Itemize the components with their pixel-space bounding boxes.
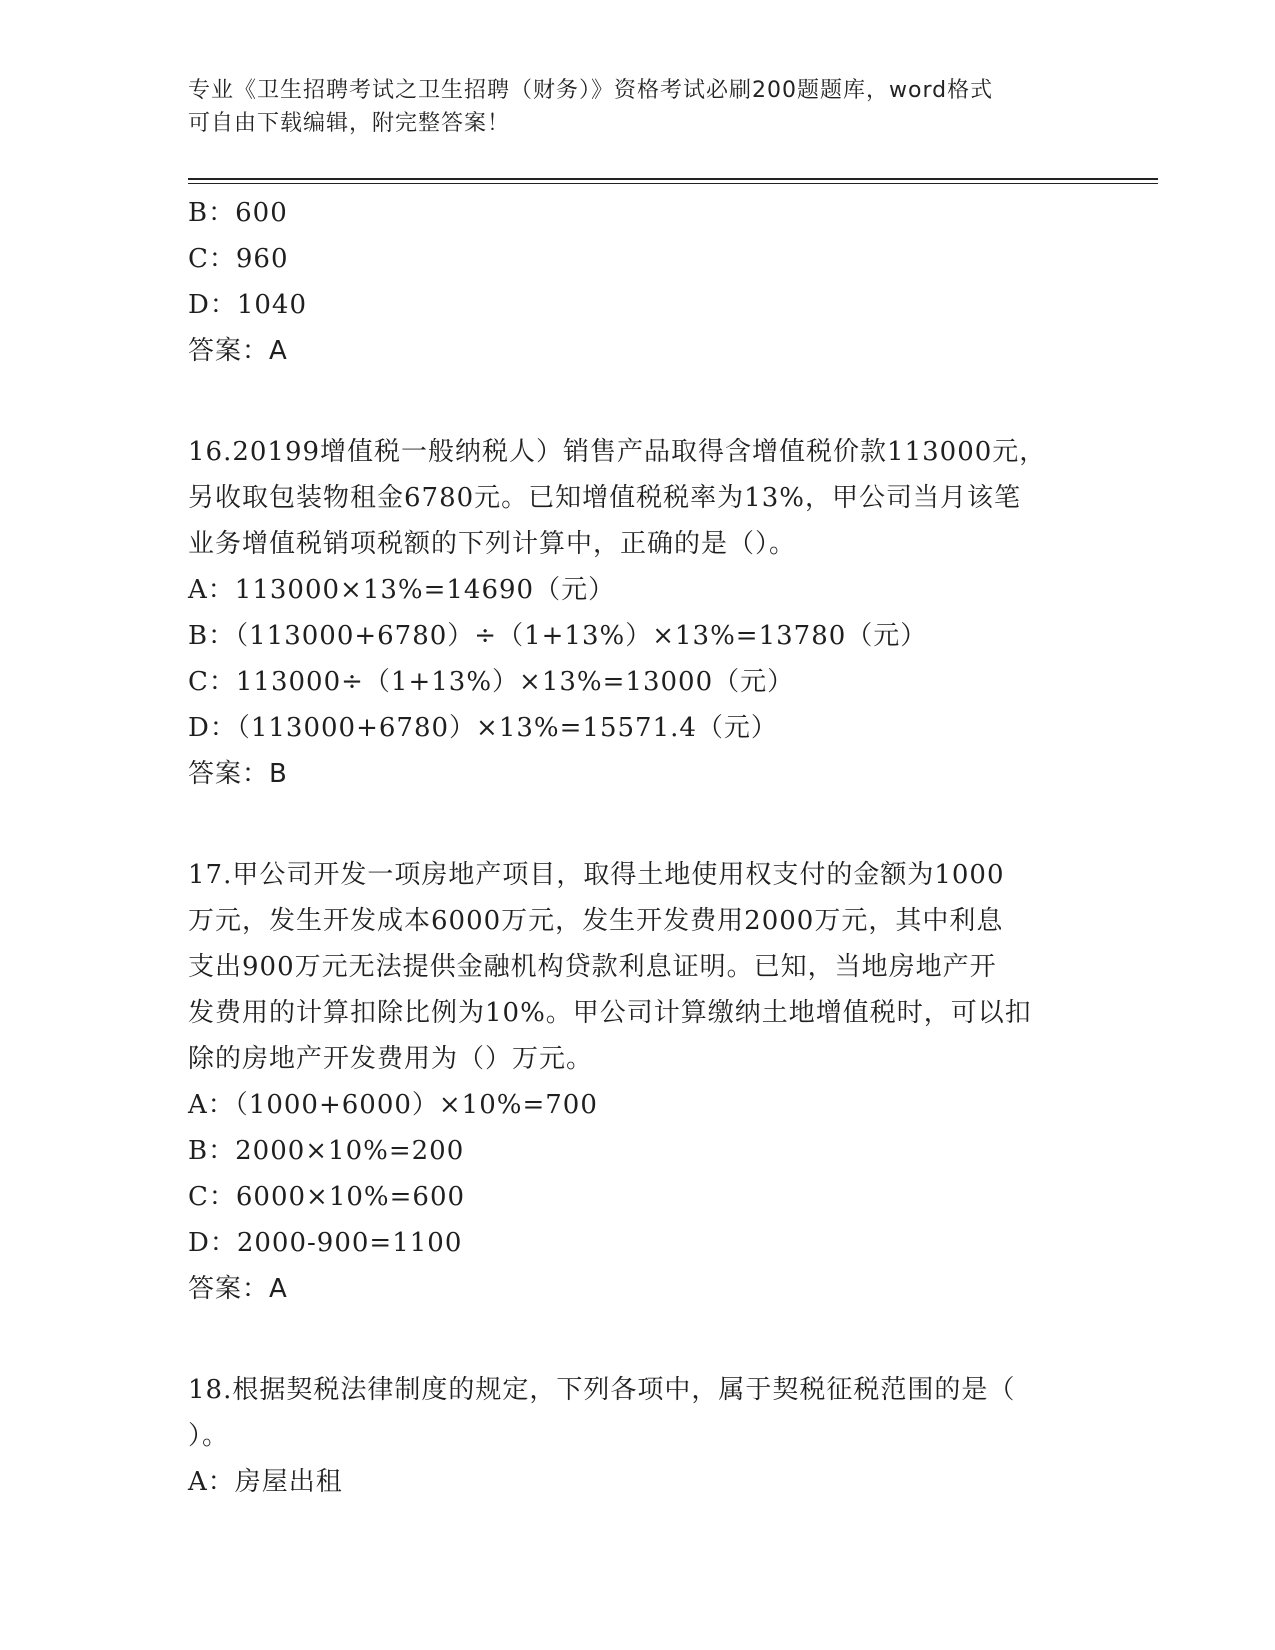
answer-line: 答案：A: [188, 336, 288, 366]
question-stem-line: 业务增值税销项税额的下列计算中，正确的是（）。: [188, 529, 797, 559]
question-stem-line: 发费用的计算扣除比例为10%。甲公司计算缴纳土地增值税时，可以扣: [188, 998, 1032, 1028]
question-stem-line: 另收取包装物租金6780元。已知增值税税率为13%，甲公司当月该笔: [188, 483, 1021, 513]
question-stem-line: ）。: [188, 1421, 230, 1451]
document-header: [188, 74, 1088, 140]
option-b: B：（113000+6780）÷（1+13%）×13%=13780（元）: [188, 621, 928, 651]
option-b: B：2000×10%=200: [188, 1136, 465, 1166]
question-17: [188, 852, 1088, 1312]
question-stem-line: 18.根据契税法律制度的规定，下列各项中，属于契税征税范围的是（: [188, 1375, 1016, 1405]
option-d: D：（113000+6780）×13%=15571.4（元）: [188, 713, 778, 743]
option-d: D：2000-900=1100: [188, 1228, 463, 1258]
option-a: A：房屋出租: [188, 1467, 343, 1497]
option-c: C：960: [188, 244, 289, 274]
answer-line: 答案：B: [188, 759, 288, 789]
option-a: A：113000×13%=14690（元）: [188, 575, 616, 605]
document-body: [188, 190, 1088, 1505]
header-rule-thin: [188, 183, 1158, 184]
header-rule-thick: [188, 178, 1158, 180]
option-d: D：1040: [188, 290, 308, 320]
header-line-2: 可自由下载编辑，附完整答案！: [188, 111, 511, 136]
question-stem-line: 支出900万元无法提供金融机构贷款利息证明。已知，当地房地产开: [188, 952, 997, 982]
question-stem-line: 16.20199增值税一般纳税人）销售产品取得含增值税价款113000元，: [188, 437, 1047, 467]
question-16: [188, 429, 1088, 797]
answer-line: 答案：A: [188, 1274, 288, 1304]
question-stem-line: 万元，发生开发成本6000万元，发生开发费用2000万元，其中利息: [188, 906, 1004, 936]
question-gap: [188, 797, 1088, 852]
question-15-tail: [188, 190, 1088, 374]
question-gap: [188, 1312, 1088, 1367]
header-line-1: 专业《卫生招聘考试之卫生招聘（财务）》资格考试必刷200题题库，word格式: [188, 78, 994, 103]
option-a: A：（1000+6000）×10%=700: [188, 1090, 598, 1120]
option-b: B：600: [188, 198, 288, 228]
question-stem-line: 除的房地产开发费用为（）万元。: [188, 1044, 594, 1074]
option-c: C：6000×10%=600: [188, 1182, 466, 1212]
option-c: C：113000÷（1+13%）×13%=13000（元）: [188, 667, 795, 697]
question-gap: [188, 374, 1088, 429]
question-18: [188, 1367, 1088, 1505]
question-stem-line: 17.甲公司开发一项房地产项目，取得土地使用权支付的金额为1000: [188, 860, 1005, 890]
